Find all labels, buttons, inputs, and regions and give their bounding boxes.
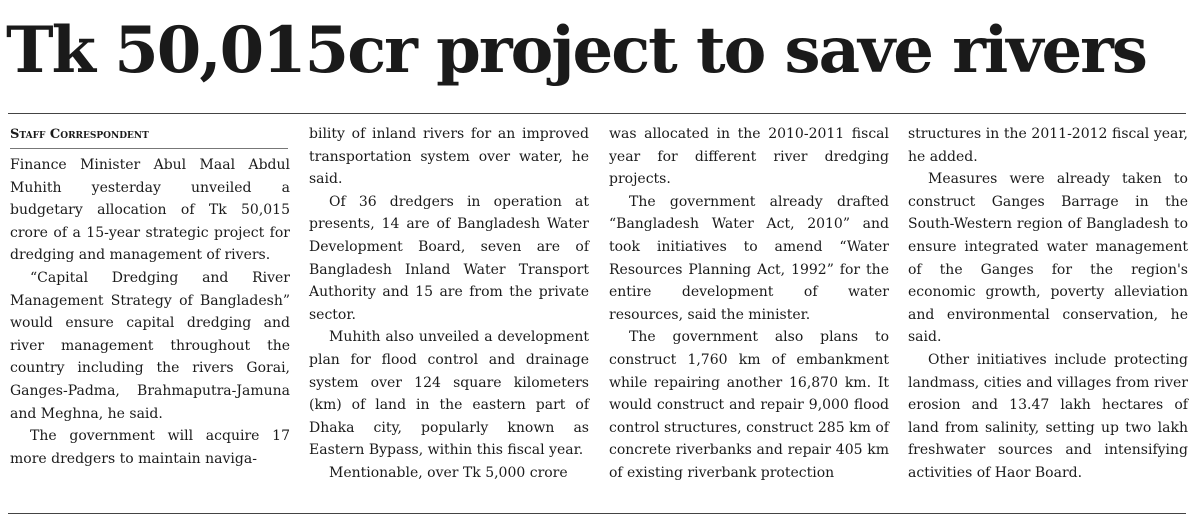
article-column-3 bbox=[609, 123, 889, 485]
headline-divider bbox=[8, 113, 1186, 114]
article-paragraph: Of 36 dredgers in operation at presents, 14 are of Bangladesh Water Development Board, seven are of Bangladesh Inland Water Transport Authority and 15 are from the private sector. bbox=[309, 193, 589, 323]
article-column-2 bbox=[309, 123, 589, 485]
article-paragraph: was allocated in the 2010-2011 fiscal year for different river dredging projects. bbox=[609, 126, 889, 188]
article-paragraph: Measures were already taken to construct Ganges Barrage in the South-Western region of Bangladesh to ensure integrated water management of the Ganges for the region's economic growth, poverty alleviation and environmental conservation, he said. bbox=[908, 171, 1188, 346]
headline: Tk 50,015cr project to save rivers bbox=[6, 13, 1146, 88]
article-paragraph: The government will acquire 17 more dredgers to maintain naviga- bbox=[10, 428, 290, 467]
article-paragraph: Mentionable, over Tk 5,000 crore bbox=[329, 464, 568, 481]
article-paragraph: structures in the 2011-2012 fiscal year, he added. bbox=[908, 126, 1188, 165]
article-paragraph: “Capital Dredging and River Management Strategy of Bangladesh” would ensure capital dredging and river management throughout the country including the rivers Gorai, Ganges-Padma, Brahmaputra-Jamuna and Meghna, he said. bbox=[10, 269, 290, 422]
article-paragraph: Other initiatives include protecting landmass, cities and villages from river erosion and 13.47 lakh hectares of land from salinity, setting up two lakh freshwater sources and intensifying activities of Haor Board. bbox=[908, 351, 1188, 481]
article-paragraph: bility of inland rivers for an improved transportation system over water, he said. bbox=[309, 126, 589, 188]
article-column-1 bbox=[10, 154, 290, 470]
byline-divider bbox=[10, 148, 288, 149]
bottom-divider bbox=[8, 513, 1186, 514]
article-paragraph: Muhith also unveiled a development plan for flood control and drainage system over 124 square kilometers (km) of land in the eastern part of Dhaka city, popularly known as Eastern Bypass, within this fiscal year. bbox=[309, 329, 589, 459]
article-column-4 bbox=[908, 123, 1188, 485]
byline: Staff Correspondent bbox=[10, 127, 149, 142]
article-paragraph: The government already drafted “Bangladesh Water Act, 2010” and took initiatives to amend “Water Resources Planning Act, 1992” for the entire development of water resources, said the minister. bbox=[609, 193, 889, 323]
article-paragraph: Finance Minister Abul Maal Abdul Muhith yesterday unveiled a budgetary allocation of Tk 50,015 crore of a 15-year strategic project for dredging and management of rivers. bbox=[10, 157, 290, 264]
article-paragraph: The government also plans to construct 1,760 km of embankment while repairing another 16,870 km. It would construct and repair 9,000 flood control structures, construct 285 km of concrete riverbanks and repair 405 km of existing riverbank protection bbox=[609, 329, 889, 481]
